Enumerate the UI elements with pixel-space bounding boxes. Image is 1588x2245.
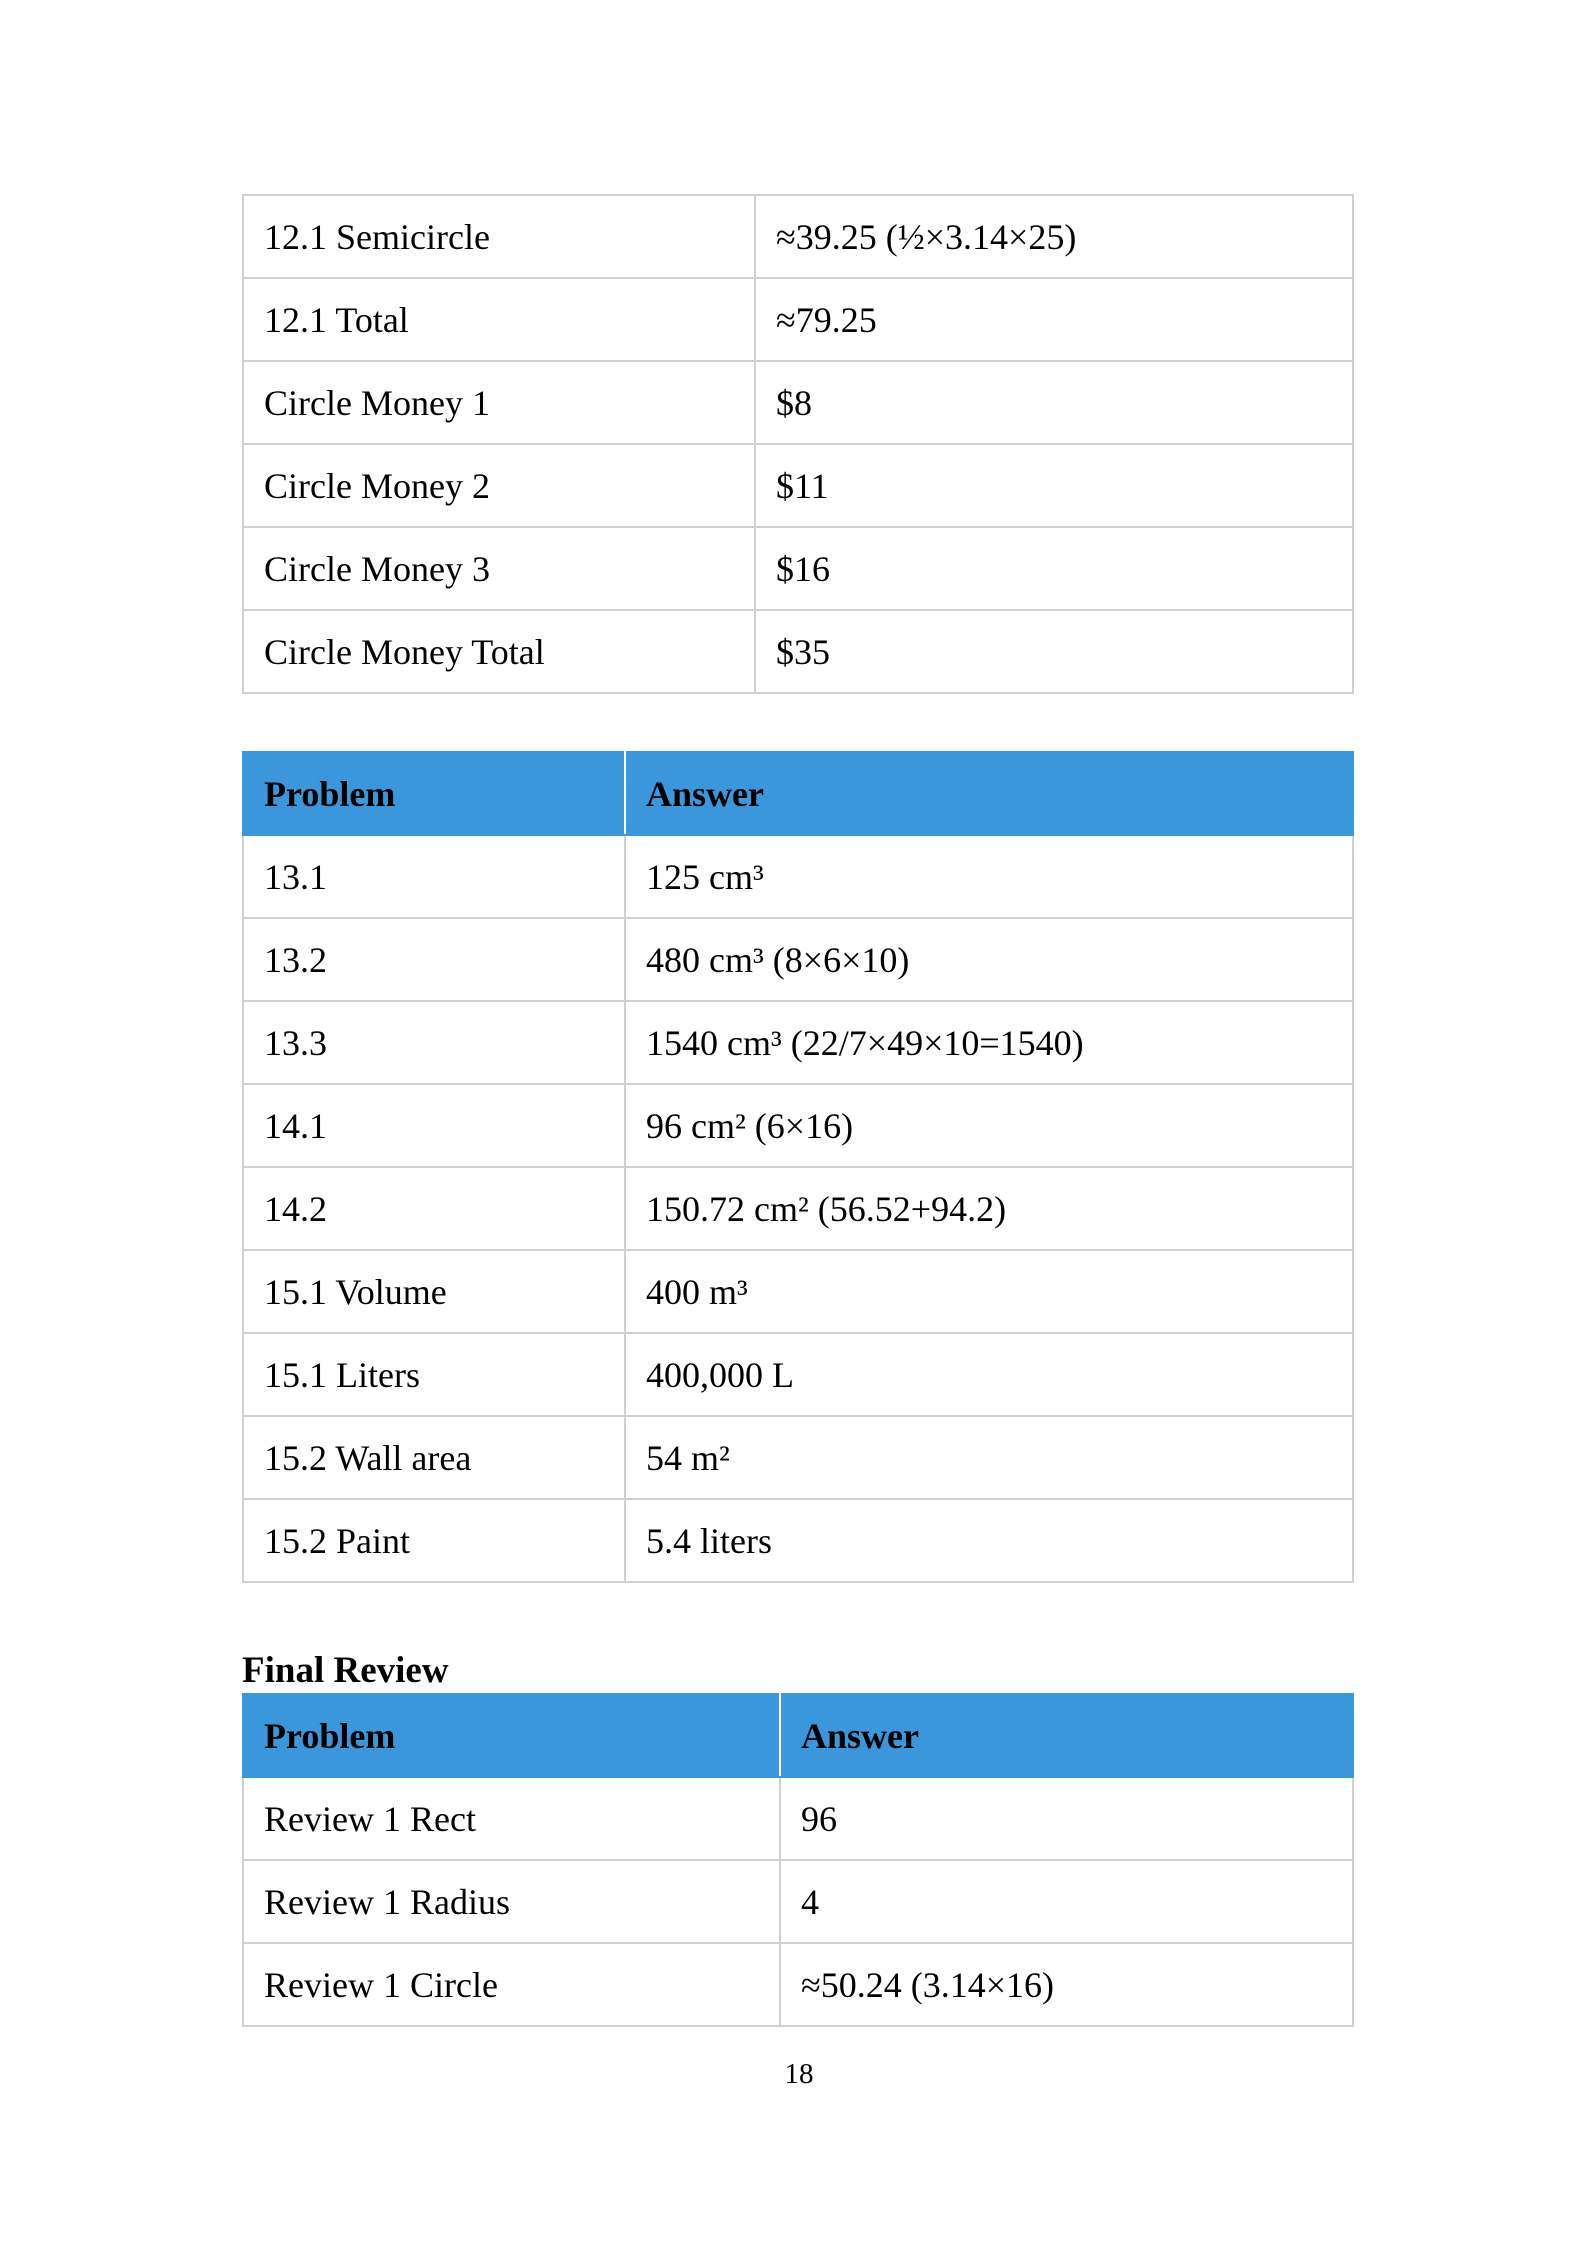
table-row — [243, 278, 1353, 361]
answer-cell: 54 m² — [625, 1416, 1353, 1499]
answer-cell: $11 — [755, 444, 1353, 527]
table-row — [243, 361, 1353, 444]
problem-cell: 14.2 — [243, 1167, 625, 1250]
answer-cell: 4 — [780, 1860, 1353, 1943]
table-row — [243, 1001, 1353, 1084]
table-row — [243, 1250, 1353, 1333]
answers-table — [242, 751, 1354, 1583]
answer-cell: 400,000 L — [625, 1333, 1353, 1416]
problem-cell: 15.2 Wall area — [243, 1416, 625, 1499]
answer-cell: $35 — [755, 610, 1353, 693]
answer-cell: 1540 cm³ (22/7×49×10=1540) — [625, 1001, 1353, 1084]
problem-cell: 12.1 Semicircle — [243, 195, 755, 278]
problem-cell: Circle Money 3 — [243, 527, 755, 610]
answer-column-header: Answer — [625, 752, 1353, 835]
answer-cell: ≈79.25 — [755, 278, 1353, 361]
problem-cell: 15.1 Liters — [243, 1333, 625, 1416]
header-row — [243, 752, 1353, 835]
answers-table-body — [243, 835, 1353, 1582]
answers-table-header — [243, 752, 1353, 835]
page-number: 18 — [784, 2058, 814, 2090]
answer-column-header: Answer — [780, 1694, 1353, 1777]
problem-cell: 13.2 — [243, 918, 625, 1001]
answer-cell: 96 cm² (6×16) — [625, 1084, 1353, 1167]
problem-cell: Circle Money 1 — [243, 361, 755, 444]
table-row — [243, 1084, 1353, 1167]
answer-cell: 400 m³ — [625, 1250, 1353, 1333]
table-row — [243, 1943, 1353, 2026]
problem-column-header: Problem — [243, 1694, 780, 1777]
problem-cell: Review 1 Circle — [243, 1943, 780, 2026]
problem-cell: 13.3 — [243, 1001, 625, 1084]
answer-cell: ≈50.24 (3.14×16) — [780, 1943, 1353, 2026]
answer-cell: $8 — [755, 361, 1353, 444]
answer-cell: 125 cm³ — [625, 835, 1353, 918]
final-review-table — [242, 1693, 1354, 2027]
answers-table-continued — [242, 194, 1354, 694]
table-row — [243, 1167, 1353, 1250]
table-row — [243, 1777, 1353, 1860]
problem-cell: Circle Money Total — [243, 610, 755, 693]
table-row — [243, 527, 1353, 610]
table-row — [243, 195, 1353, 278]
table-row — [243, 835, 1353, 918]
problem-column-header: Problem — [243, 752, 625, 835]
answer-cell: 5.4 liters — [625, 1499, 1353, 1582]
answers-table-body — [243, 195, 1353, 693]
final-review-table-header — [243, 1694, 1353, 1777]
final-review-heading: Final Review — [242, 1650, 449, 1691]
table-row — [243, 1499, 1353, 1582]
problem-cell: Circle Money 2 — [243, 444, 755, 527]
answer-cell: $16 — [755, 527, 1353, 610]
problem-cell: 12.1 Total — [243, 278, 755, 361]
table-row — [243, 1416, 1353, 1499]
final-review-table-body — [243, 1777, 1353, 2026]
table-row — [243, 918, 1353, 1001]
problem-cell: 15.1 Volume — [243, 1250, 625, 1333]
table-row — [243, 1333, 1353, 1416]
problem-cell: 14.1 — [243, 1084, 625, 1167]
answer-cell: ≈39.25 (½×3.14×25) — [755, 195, 1353, 278]
answer-cell: 150.72 cm² (56.52+94.2) — [625, 1167, 1353, 1250]
problem-cell: Review 1 Rect — [243, 1777, 780, 1860]
problem-cell: 13.1 — [243, 835, 625, 918]
answer-cell: 96 — [780, 1777, 1353, 1860]
answer-cell: 480 cm³ (8×6×10) — [625, 918, 1353, 1001]
table-row — [243, 1860, 1353, 1943]
header-row — [243, 1694, 1353, 1777]
table-row — [243, 444, 1353, 527]
problem-cell: Review 1 Radius — [243, 1860, 780, 1943]
problem-cell: 15.2 Paint — [243, 1499, 625, 1582]
table-row — [243, 610, 1353, 693]
